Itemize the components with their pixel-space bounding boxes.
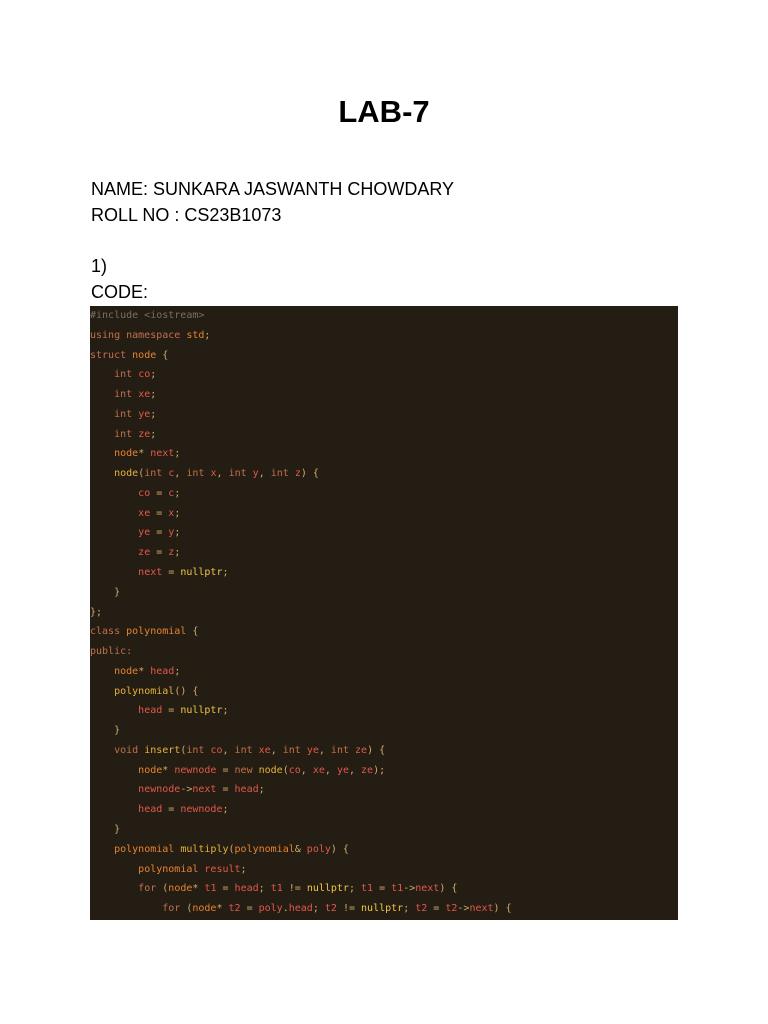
code-token: * — [162, 764, 175, 776]
code-token: x — [168, 507, 175, 519]
code-token: head — [288, 903, 313, 915]
code-token: z — [294, 468, 301, 480]
code-token: void — [114, 744, 145, 756]
code-token: ; — [174, 487, 181, 499]
code-line — [90, 741, 385, 761]
code-token: , — [222, 744, 235, 756]
code-token: next — [415, 883, 440, 895]
code-token — [90, 864, 138, 875]
code-token: result — [204, 863, 241, 875]
code-token — [90, 844, 114, 855]
code-token: node — [258, 764, 283, 776]
page-title: LAB-7 — [338, 94, 430, 129]
code-line — [90, 306, 204, 326]
code-token: int — [144, 468, 169, 480]
code-token: ( — [186, 903, 193, 915]
code-token — [90, 547, 138, 558]
code-token: , — [270, 744, 283, 756]
code-token — [90, 587, 114, 598]
code-token: ; — [348, 883, 362, 895]
code-token: = — [427, 903, 446, 915]
code-token: node — [138, 764, 163, 776]
code-line — [90, 603, 102, 623]
code-token: x — [210, 468, 217, 480]
code-token: y — [252, 468, 259, 480]
code-line — [90, 464, 319, 484]
code-token: next — [469, 903, 494, 915]
code-token — [90, 468, 114, 479]
code-token: ) { — [330, 843, 349, 855]
code-line — [90, 642, 132, 662]
code-token: int — [114, 369, 139, 381]
code-line — [90, 840, 349, 860]
code-line — [90, 583, 120, 603]
code-token: ye — [336, 764, 349, 776]
code-token: t2 — [324, 903, 337, 915]
code-token: int — [234, 744, 259, 756]
code-token: != — [282, 883, 307, 895]
code-token — [90, 824, 114, 835]
code-token: = — [162, 567, 181, 578]
code-label: CODE: — [91, 282, 149, 302]
code-token: = — [373, 883, 392, 895]
code-token — [90, 488, 138, 499]
code-token — [90, 448, 114, 459]
code-line — [90, 701, 229, 721]
code-token: ( — [180, 744, 187, 756]
code-token: -> — [457, 903, 470, 915]
code-line — [90, 326, 210, 346]
code-token: , — [318, 744, 331, 756]
code-token: c — [168, 487, 175, 499]
code-token: node — [114, 468, 139, 480]
code-token: ; — [150, 389, 157, 401]
code-token: new — [234, 764, 259, 776]
code-line — [90, 563, 229, 583]
code-token: , — [174, 468, 187, 480]
code-token: int — [330, 744, 356, 756]
code-line — [90, 484, 180, 504]
code-token: = — [216, 764, 235, 776]
code-token — [90, 903, 162, 914]
code-line — [90, 879, 457, 899]
code-token: z — [168, 547, 175, 559]
code-token: * — [138, 448, 151, 460]
code-token: ; — [312, 903, 325, 915]
code-line — [90, 662, 180, 682]
code-token: , — [300, 764, 313, 776]
code-token: std — [186, 329, 205, 341]
code-token: node — [114, 448, 139, 460]
code-token: co — [138, 487, 151, 499]
code-line — [90, 523, 180, 543]
code-token: multiply — [180, 843, 229, 855]
code-token — [90, 725, 114, 736]
code-token: next — [150, 448, 175, 460]
code-token: node — [192, 903, 217, 915]
code-token — [90, 883, 138, 894]
code-token: ); — [373, 764, 386, 776]
code-line — [90, 365, 156, 385]
code-token — [90, 389, 114, 400]
code-token: ; — [174, 507, 181, 519]
code-token — [90, 784, 138, 795]
code-token: ; — [150, 428, 157, 440]
code-token: ze — [355, 744, 368, 756]
code-line — [90, 425, 156, 445]
code-line — [90, 820, 120, 840]
code-token: ; — [150, 369, 157, 381]
code-token: c — [168, 468, 175, 480]
code-token: for — [162, 903, 187, 915]
code-token: poly — [306, 843, 331, 855]
code-token: node — [132, 349, 157, 361]
code-token: newnode — [174, 764, 217, 776]
code-token: int — [114, 428, 139, 440]
code-token: polynomial — [114, 685, 175, 697]
code-token — [90, 804, 138, 815]
code-token — [90, 686, 114, 697]
code-token: = — [150, 487, 169, 499]
code-token — [90, 429, 114, 440]
code-token: using namespace — [90, 329, 187, 341]
code-block — [90, 306, 678, 920]
code-token: poly — [258, 903, 283, 915]
code-token: int — [270, 468, 295, 480]
code-token: ) { — [367, 744, 386, 756]
code-line — [90, 622, 198, 642]
code-token: ) { — [493, 903, 512, 915]
code-token: y — [168, 527, 175, 539]
code-token: node — [114, 665, 139, 677]
code-token: next — [192, 784, 217, 796]
code-token: } — [114, 725, 121, 737]
code-token: ; — [240, 863, 247, 875]
code-token: = — [240, 903, 259, 915]
code-token: head — [138, 804, 163, 816]
code-line — [90, 682, 198, 702]
code-token: head — [138, 705, 163, 717]
code-token: int — [228, 468, 253, 480]
code-token: polynomial — [126, 626, 187, 638]
code-token — [90, 369, 114, 380]
code-token: int — [186, 744, 211, 756]
code-token: ; — [174, 527, 181, 539]
code-token: ze — [138, 547, 151, 559]
code-token: insert — [144, 744, 181, 756]
code-line — [90, 543, 180, 563]
code-token: polynomial — [114, 843, 181, 855]
code-token: newnode — [138, 784, 181, 796]
code-token: ye — [138, 408, 151, 420]
code-line — [90, 899, 512, 919]
code-token: co — [210, 744, 223, 756]
code-token: ( — [138, 468, 145, 480]
code-token: = — [150, 507, 169, 519]
code-token: { — [186, 626, 199, 638]
code-line — [90, 385, 156, 405]
code-token: ye — [138, 527, 151, 539]
code-token: = — [162, 705, 181, 717]
roll-number: ROLL NO : CS23B1073 — [91, 205, 282, 225]
code-token: ye — [306, 744, 319, 756]
code-token: head — [234, 784, 259, 796]
code-token: int — [114, 389, 139, 401]
code-token: next — [138, 567, 163, 578]
code-token: t1 — [204, 883, 217, 895]
code-token: ; — [150, 408, 157, 420]
code-line — [90, 721, 120, 741]
code-token — [90, 508, 138, 519]
code-token: ( — [282, 764, 289, 776]
code-token: t1 — [391, 883, 404, 895]
code-token: t1 — [270, 883, 283, 895]
code-token: ) { — [439, 883, 458, 895]
code-token: nullptr — [361, 903, 404, 915]
code-token: t2 — [228, 903, 241, 915]
code-token: polynomial — [234, 843, 295, 855]
code-token: for — [138, 883, 163, 895]
student-name: NAME: SUNKARA JASWANTH CHOWDARY — [91, 179, 455, 199]
code-token: public: — [90, 646, 133, 658]
code-token: () { — [174, 685, 199, 697]
code-token: head — [150, 665, 175, 677]
code-line — [90, 346, 168, 366]
code-token: = — [150, 527, 169, 539]
code-token: int — [114, 408, 139, 420]
code-token — [90, 765, 138, 776]
code-token — [90, 705, 138, 716]
code-token: * — [216, 903, 229, 915]
code-token: xe — [138, 389, 151, 401]
code-token: class — [90, 626, 127, 638]
code-token: xe — [258, 744, 271, 756]
code-token: ; — [174, 448, 181, 460]
code-line — [90, 761, 385, 781]
code-token: }; — [90, 606, 103, 618]
code-token: ze — [361, 764, 374, 776]
code-token: ( — [228, 843, 235, 855]
code-token — [90, 666, 114, 677]
code-token: * — [192, 883, 205, 895]
code-token: nullptr — [180, 567, 223, 578]
code-token — [90, 527, 138, 538]
code-token: int — [282, 744, 307, 756]
code-token: int — [186, 468, 211, 480]
code-token: ; — [174, 547, 181, 559]
code-token: nullptr — [306, 883, 349, 895]
code-token: } — [114, 586, 121, 598]
code-line — [90, 800, 229, 820]
code-token: #include <iostream> — [90, 310, 205, 321]
code-token: ; — [174, 665, 181, 677]
code-line — [90, 860, 247, 880]
code-token: xe — [312, 764, 325, 776]
code-token: co — [288, 764, 301, 776]
code-token: ze — [138, 428, 151, 440]
code-token: , — [258, 468, 271, 480]
code-token: = — [162, 804, 181, 816]
code-token: } — [114, 824, 121, 836]
code-token: = — [216, 784, 235, 796]
code-token: ; — [258, 883, 271, 895]
code-token: ; — [403, 903, 416, 915]
code-token: co — [138, 369, 151, 381]
code-line — [90, 780, 265, 800]
code-token: head — [234, 883, 259, 895]
code-token: ; — [258, 784, 265, 796]
code-token: , — [348, 764, 362, 776]
code-token — [90, 745, 114, 756]
code-token: ; — [204, 329, 211, 341]
code-token: t2 — [445, 903, 458, 915]
code-token: , — [324, 764, 337, 776]
code-token: ; — [222, 705, 229, 717]
code-token: xe — [138, 507, 151, 519]
code-token: nullptr — [180, 705, 223, 717]
code-token: ; — [222, 804, 229, 816]
code-token: , — [216, 468, 229, 480]
code-token: { — [156, 349, 169, 361]
code-token: struct — [90, 349, 133, 361]
code-line — [90, 405, 156, 425]
code-token: & — [294, 843, 307, 855]
code-token: * — [138, 665, 151, 677]
code-token — [90, 409, 114, 420]
code-token: -> — [403, 883, 416, 895]
code-token: polynomial — [138, 863, 205, 875]
code-token — [90, 567, 138, 578]
code-token: newnode — [180, 804, 223, 816]
question-number: 1) — [91, 256, 108, 276]
code-token: != — [336, 903, 362, 915]
code-token: ) { — [300, 468, 319, 480]
code-token: t1 — [361, 883, 374, 895]
code-token: ; — [222, 567, 229, 578]
code-line — [90, 444, 180, 464]
code-token: t2 — [415, 903, 428, 915]
code-token: node — [168, 883, 193, 895]
code-line — [90, 504, 180, 524]
code-token: = — [150, 547, 169, 559]
code-token: . — [282, 903, 289, 915]
code-token: -> — [180, 784, 193, 796]
code-token: ( — [162, 883, 169, 895]
code-token: = — [216, 883, 235, 895]
